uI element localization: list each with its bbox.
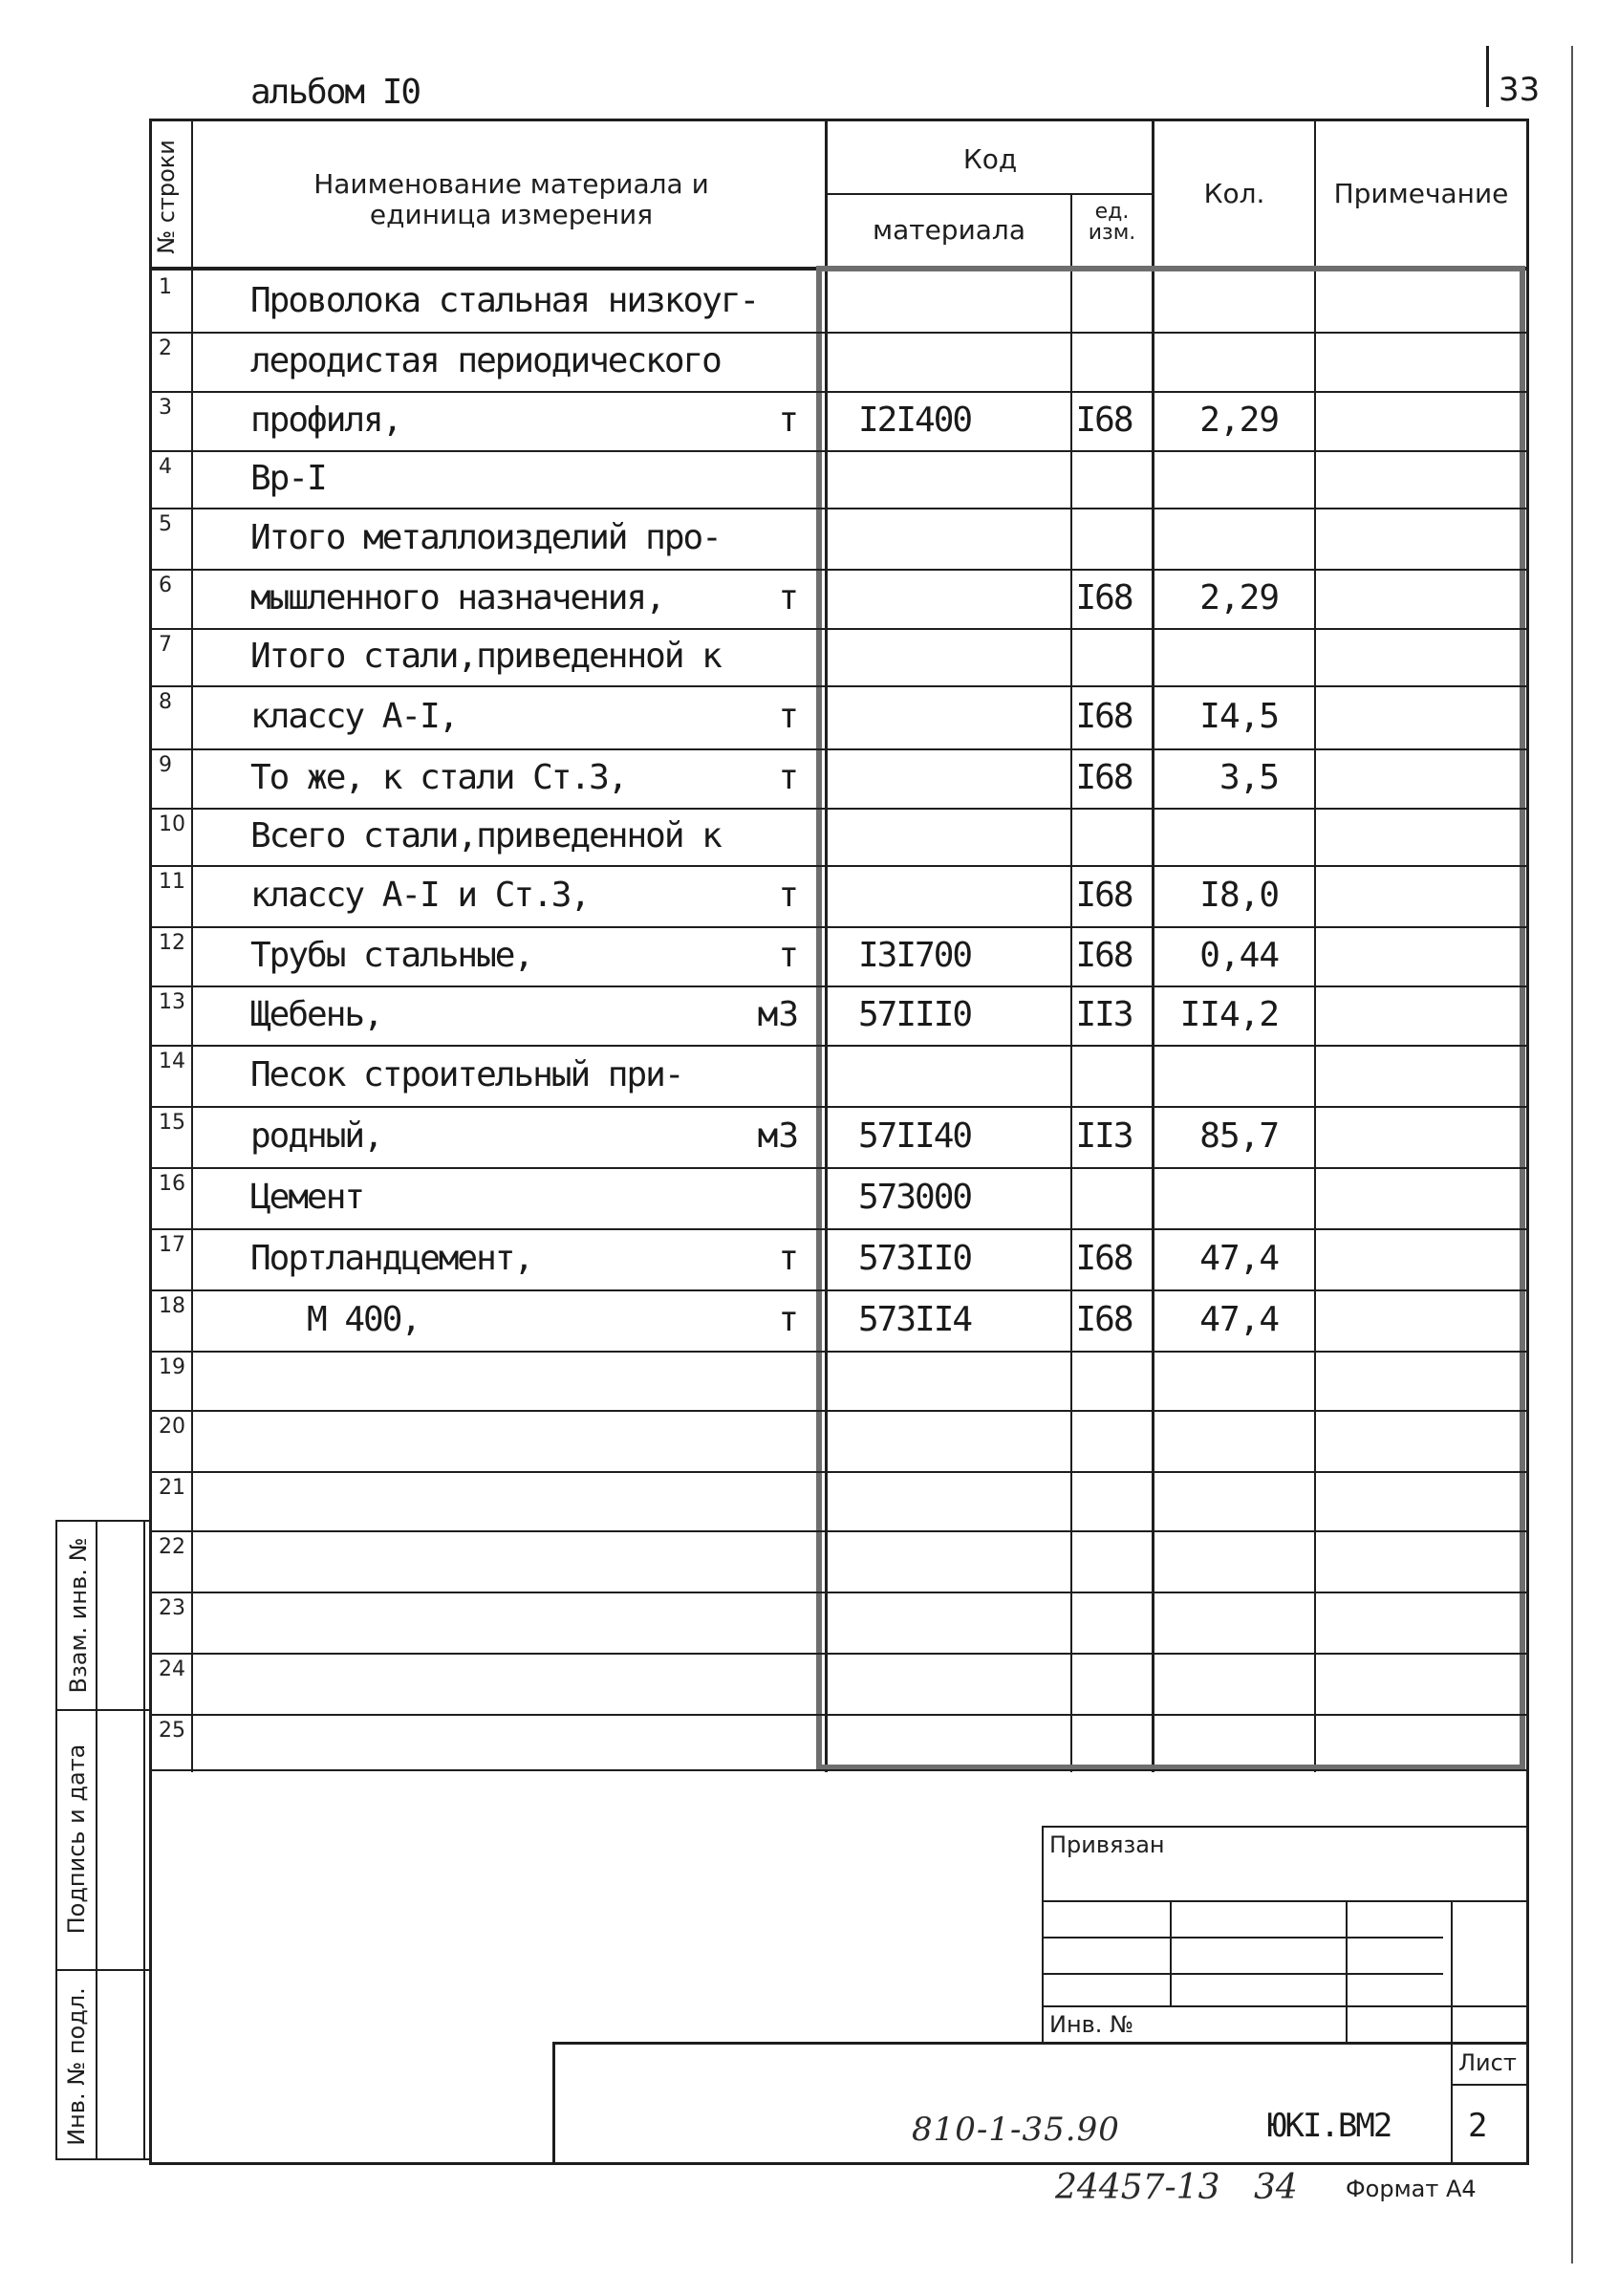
stamp-grid-h2 bbox=[1042, 1937, 1443, 1939]
unit-code: I68 bbox=[1075, 401, 1133, 440]
unit-of-measure: т bbox=[778, 876, 799, 915]
right-margin-line bbox=[1571, 46, 1573, 2264]
row-divider bbox=[151, 450, 1527, 452]
row-number: 4 bbox=[159, 455, 172, 479]
stamp-bottom bbox=[149, 2162, 1529, 2165]
unit-code: I68 bbox=[1075, 1300, 1133, 1339]
stamp-main-left bbox=[552, 2042, 555, 2164]
unit-of-measure: т bbox=[778, 1300, 799, 1339]
quantity: 47,4 bbox=[1199, 1239, 1279, 1278]
material-name: классу А-I и Ст.3, bbox=[250, 876, 590, 915]
row-number: 11 bbox=[159, 870, 185, 894]
side-inner-line bbox=[143, 1520, 145, 2160]
row-divider bbox=[151, 808, 1527, 810]
handwritten-page: 34 bbox=[1254, 2168, 1298, 2207]
quantity: 3,5 bbox=[1219, 758, 1279, 797]
row-divider bbox=[151, 986, 1527, 987]
row-number: 19 bbox=[159, 1355, 185, 1379]
quantity: 47,4 bbox=[1199, 1300, 1279, 1339]
stamp-privyazan-top bbox=[1042, 1826, 1527, 1828]
unit-code: II3 bbox=[1075, 1116, 1133, 1156]
row-number: 7 bbox=[159, 633, 172, 657]
material-name: Проволока стальная низкоуг- bbox=[250, 281, 759, 320]
row-divider bbox=[151, 508, 1527, 509]
row-number-header: № строки bbox=[153, 140, 180, 254]
quantity: 2,29 bbox=[1199, 401, 1279, 440]
unit-code: I68 bbox=[1075, 578, 1133, 617]
list-label: Лист bbox=[1458, 2049, 1517, 2076]
row-divider bbox=[151, 1045, 1527, 1047]
unit-code: II3 bbox=[1075, 995, 1133, 1034]
unit-of-measure: т bbox=[778, 401, 799, 440]
row-number: 13 bbox=[159, 990, 185, 1014]
row-divider bbox=[151, 1714, 1527, 1716]
row-divider bbox=[151, 1769, 1527, 1771]
row-number: 8 bbox=[159, 690, 172, 714]
row-divider bbox=[151, 569, 1527, 571]
row-divider bbox=[151, 1653, 1527, 1655]
row-number: 10 bbox=[159, 812, 185, 836]
qty-header: Кол. bbox=[1203, 178, 1265, 209]
unit-code: I68 bbox=[1075, 876, 1133, 915]
stamp-grid-v3 bbox=[1451, 1900, 1453, 2164]
unit-of-measure: т bbox=[778, 697, 799, 736]
stamp-grid-h3 bbox=[1042, 1973, 1443, 1975]
material-name: Вр-I bbox=[250, 459, 326, 498]
row-number: 25 bbox=[159, 1719, 185, 1743]
document-mark: ЮКI.ВМ2 bbox=[1267, 2107, 1391, 2145]
row-divider bbox=[151, 391, 1527, 393]
material-name: Всего стали,приведенной к bbox=[250, 816, 721, 856]
side-box-right bbox=[96, 1520, 97, 2160]
unit-of-measure: т bbox=[778, 1239, 799, 1278]
row-divider bbox=[151, 1530, 1527, 1532]
side-box-left bbox=[55, 1520, 57, 2160]
quantity: 85,7 bbox=[1199, 1116, 1279, 1156]
material-name: Щебень, bbox=[250, 995, 382, 1034]
quantity: I4,5 bbox=[1199, 697, 1279, 736]
row-number: 21 bbox=[159, 1476, 185, 1500]
row-number: 9 bbox=[159, 753, 172, 777]
material-name: леродистая периодического bbox=[250, 341, 721, 380]
code-header: Код bbox=[962, 143, 1018, 175]
material-code: 57II40 bbox=[858, 1116, 972, 1156]
unit-code: I68 bbox=[1075, 936, 1133, 975]
row-divider bbox=[151, 628, 1527, 630]
row-number: 22 bbox=[159, 1535, 185, 1559]
left-frame-line bbox=[149, 119, 152, 2164]
row-divider bbox=[151, 1167, 1527, 1169]
inv-no-label: Инв. № bbox=[1049, 2011, 1134, 2038]
material-code: I2I400 bbox=[858, 401, 972, 440]
material-name: профиля, bbox=[250, 401, 401, 440]
quantity: I8,0 bbox=[1199, 876, 1279, 915]
stamp-grid-v2 bbox=[1346, 1900, 1348, 2042]
quantity: II4,2 bbox=[1179, 995, 1279, 1034]
row-number: 20 bbox=[159, 1415, 185, 1439]
row-divider bbox=[151, 865, 1527, 867]
row-number: 18 bbox=[159, 1294, 185, 1318]
row-number: 23 bbox=[159, 1596, 185, 1620]
stamp-grid-v1 bbox=[1170, 1900, 1172, 2005]
stamp-grid-h4 bbox=[1042, 2005, 1527, 2007]
row-number: 14 bbox=[159, 1050, 185, 1073]
row-divider bbox=[151, 1410, 1527, 1412]
privyazan-label: Привязан bbox=[1049, 1831, 1165, 1858]
album-label: альбом I0 bbox=[250, 73, 421, 112]
stamp-privyazan-left bbox=[1042, 1826, 1044, 2044]
stamp-list-split bbox=[1451, 2084, 1527, 2086]
material-name: родный, bbox=[250, 1116, 382, 1156]
row-divider bbox=[151, 1289, 1527, 1291]
row-number: 6 bbox=[159, 574, 172, 597]
row-number: 17 bbox=[159, 1233, 185, 1257]
material-name: Портландцемент, bbox=[250, 1239, 533, 1278]
page-number: 33 bbox=[1499, 71, 1541, 109]
table-top-border bbox=[151, 119, 1527, 121]
row-divider bbox=[151, 748, 1527, 750]
stamp-main-top bbox=[552, 2042, 1527, 2045]
signature-date-label: Подпись и дата bbox=[63, 1744, 90, 1935]
row-divider bbox=[151, 332, 1527, 334]
material-name: Песок строительный при- bbox=[250, 1055, 683, 1094]
material-name: мышленного назначения, bbox=[250, 578, 664, 617]
code-unit-header-line2: изм. bbox=[1088, 221, 1136, 245]
material-code: 573II4 bbox=[858, 1300, 972, 1339]
material-name: То же, к стали Ст.3, bbox=[250, 758, 627, 797]
right-frame-line bbox=[1526, 119, 1529, 2164]
name-header-line1: Наименование материала и bbox=[313, 168, 709, 200]
row-divider bbox=[151, 685, 1527, 687]
unit-of-measure: т bbox=[778, 936, 799, 975]
code-header-split bbox=[828, 193, 1153, 195]
row-number: 1 bbox=[159, 275, 172, 299]
stamp-grid-h1 bbox=[1042, 1900, 1527, 1902]
vzam-inv-label: Взам. инв. № bbox=[65, 1537, 92, 1694]
unit-code: I68 bbox=[1075, 758, 1133, 797]
row-number: 16 bbox=[159, 1172, 185, 1196]
quantity: 0,44 bbox=[1199, 936, 1279, 975]
material-code: 573000 bbox=[858, 1178, 972, 1217]
unit-of-measure: м3 bbox=[757, 995, 799, 1034]
material-code: 57III0 bbox=[858, 995, 972, 1034]
row-divider bbox=[151, 1471, 1527, 1473]
format-label: Формат А4 bbox=[1346, 2176, 1477, 2202]
material-code: 573II0 bbox=[858, 1239, 972, 1278]
row-divider bbox=[151, 1228, 1527, 1230]
row-number: 2 bbox=[159, 336, 172, 360]
row-divider bbox=[151, 926, 1527, 928]
row-number: 5 bbox=[159, 512, 172, 536]
name-header-line2: единица измерения bbox=[369, 199, 654, 230]
row-number: 12 bbox=[159, 931, 185, 955]
note-header: Примечание bbox=[1333, 178, 1509, 209]
material-code: I3I700 bbox=[858, 936, 972, 975]
unit-of-measure: м3 bbox=[757, 1116, 799, 1156]
row-divider bbox=[151, 1351, 1527, 1353]
row-number: 3 bbox=[159, 396, 172, 420]
row-divider bbox=[151, 1592, 1527, 1593]
document-code: 810-1-35.90 bbox=[912, 2111, 1120, 2149]
code-unit-header-line1: ед. bbox=[1094, 200, 1130, 224]
material-name: М 400, bbox=[250, 1300, 421, 1339]
material-name: Трубы стальные, bbox=[250, 936, 533, 975]
material-name: Итого металлоизделий про- bbox=[250, 518, 721, 557]
list-number: 2 bbox=[1468, 2107, 1488, 2145]
page-number-divider bbox=[1486, 46, 1489, 107]
code-material-header: материала bbox=[872, 214, 1025, 246]
material-name: классу А-I, bbox=[250, 697, 458, 736]
unit-of-measure: т bbox=[778, 758, 799, 797]
row-number: 15 bbox=[159, 1111, 185, 1135]
quantity: 2,29 bbox=[1199, 578, 1279, 617]
inv-podl-label: Инв. № подл. bbox=[63, 1987, 90, 2146]
material-name: Итого стали,приведенной к bbox=[250, 637, 721, 676]
unit-of-measure: т bbox=[778, 578, 799, 617]
unit-code: I68 bbox=[1075, 1239, 1133, 1278]
handwritten-number: 24457-13 bbox=[1055, 2168, 1220, 2207]
unit-code: I68 bbox=[1075, 697, 1133, 736]
material-name: Цемент bbox=[250, 1178, 364, 1217]
row-divider bbox=[151, 1106, 1527, 1108]
row-number: 24 bbox=[159, 1657, 185, 1681]
